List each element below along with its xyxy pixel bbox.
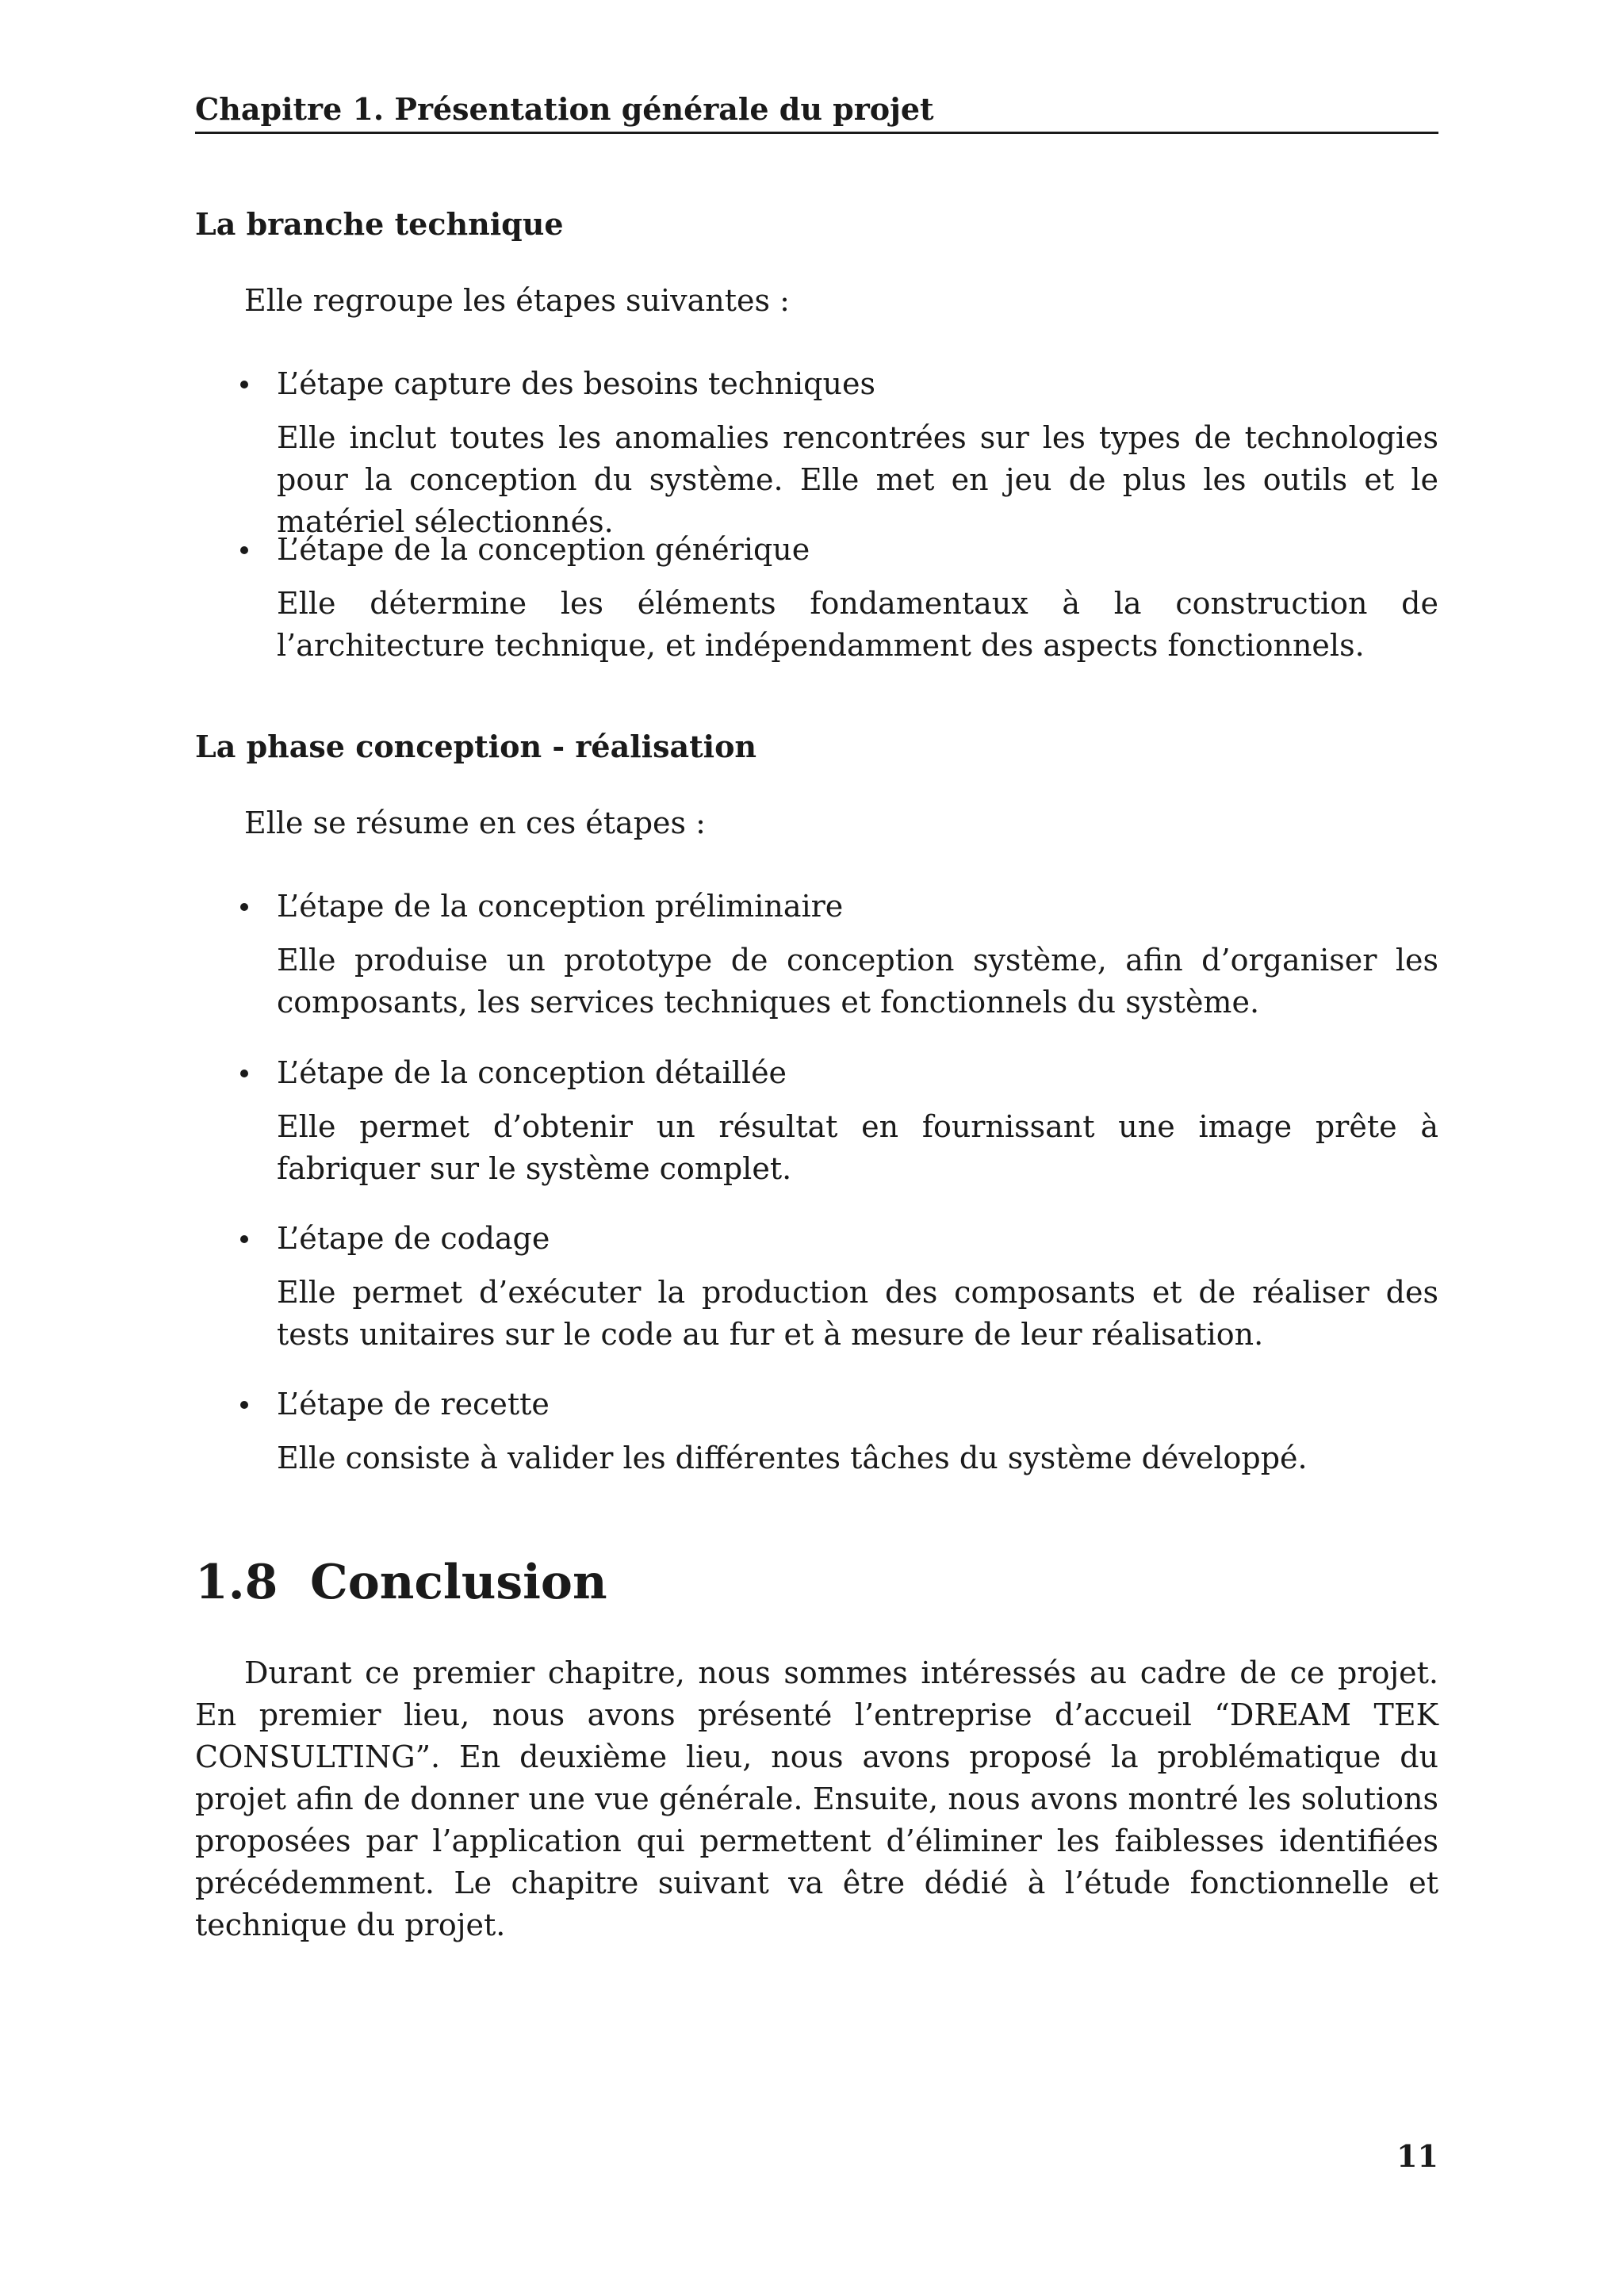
list-item-title: L’étape de codage <box>277 1221 550 1256</box>
bullet-icon <box>240 903 248 911</box>
bullet-icon <box>240 1070 248 1077</box>
bullet-icon <box>240 1401 248 1409</box>
section-title: Conclusion <box>310 1555 607 1610</box>
section-number: 1.8 <box>195 1555 278 1610</box>
page-number: 11 <box>1396 2138 1438 2174</box>
subsection-heading-design-phase: La phase conception - réalisation <box>195 729 757 764</box>
subsection-intro-technical-branch: Elle regroupe les étapes suivantes : <box>244 283 790 318</box>
subsection-intro-design-phase: Elle se résume en ces étapes : <box>244 806 706 840</box>
document-page <box>195 0 1438 2296</box>
list-item-description: Elle permet d’obtenir un résultat en fournissant une image prête à fabriquer sur le système complet. <box>277 1109 1438 1186</box>
list-item-title: L’étape de la conception générique <box>277 532 810 567</box>
bullet-icon <box>240 381 248 388</box>
list-item-title: L’étape capture des besoins techniques <box>277 366 875 401</box>
running-header: Chapitre 1. Présentation générale du projet <box>195 87 1438 134</box>
section-heading-conclusion <box>195 1551 607 1614</box>
list-item-title: L’étape de la conception préliminaire <box>277 889 844 924</box>
list-item-description: Elle permet d’exécuter la production des composants et de réaliser des tests unitaires sur le code au fur et à mesure de leur réalisation. <box>277 1275 1438 1352</box>
list-item-description: Elle produise un prototype de conception système, afin d’organiser les composants, les services techniques et fonctionnels du système. <box>277 943 1438 1020</box>
list-item-description: Elle inclut toutes les anomalies rencontrées sur les types de technologies pour la conception du système. Elle met en jeu de plus les outils et le matériel sélectionnés. <box>277 420 1438 539</box>
list-item-description: Elle détermine les éléments fondamentaux à la construction de l’architecture technique, et indépendamment des aspects fonctionnels. <box>277 586 1438 663</box>
bullet-icon <box>240 546 248 554</box>
bullet-icon <box>240 1235 248 1243</box>
conclusion-paragraph: Durant ce premier chapitre, nous sommes intéressés au cadre de ce projet. En premier lieu, nous avons présenté l’entreprise d’accueil “DREAM TEK CONSULTING”. En deuxième lieu, nous avons proposé la problématique du projet afin de donner une vue générale. Ensuite, nous avons montré les solutions proposées par l’application qui permettent d’éliminer les faiblesses identifiées précédemment. Le chapitre suivant va être dédié à l’étude fonctionnelle et technique du projet. <box>195 1655 1438 1942</box>
list-item-title: L’étape de la conception détaillée <box>277 1055 787 1090</box>
subsection-heading-technical-branch: La branche technique <box>195 206 564 242</box>
list-item-description: Elle consiste à valider les différentes tâches du système développé. <box>277 1441 1308 1475</box>
list-item-title: L’étape de recette <box>277 1387 550 1422</box>
